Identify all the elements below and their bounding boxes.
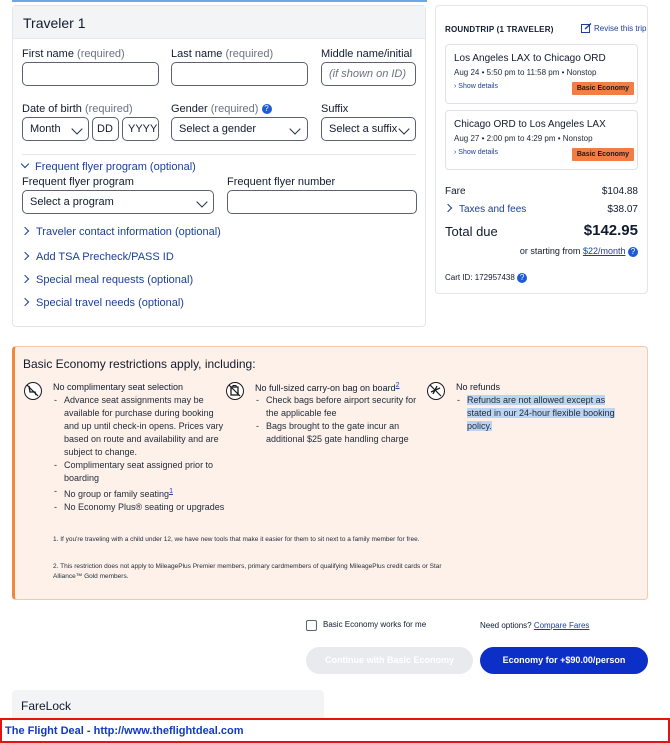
- suffix-value: Select a suffix: [329, 123, 398, 135]
- restrictions-title: Basic Economy restrictions apply, including:: [23, 357, 256, 371]
- first-name-input[interactable]: [22, 62, 159, 86]
- compare-fares-link[interactable]: Compare Fares: [533, 621, 590, 630]
- basic-economy-badge: Basic Economy: [572, 148, 634, 161]
- monthly-help-icon[interactable]: ?: [628, 247, 638, 257]
- trip-summary-card: [435, 5, 648, 294]
- gender-select[interactable]: [171, 117, 308, 141]
- no-seat-heading: No complimentary seat selection: [53, 382, 184, 392]
- list-item: - Advance seat assignments may be available for purchase during booking and up until check-in opens. Prices vary based on route and availability and are subject to change.: [53, 394, 228, 459]
- chevron-right-icon: [21, 298, 29, 306]
- cart-help-icon[interactable]: ?: [517, 273, 527, 283]
- flight-outbound: [445, 44, 638, 104]
- ffp-number-label: Frequent flyer number: [227, 176, 336, 188]
- ffp-number-input[interactable]: [227, 190, 417, 214]
- chevron-down-icon: [71, 123, 82, 134]
- footnote-ref-2[interactable]: 2: [395, 382, 400, 389]
- no-refund-icon: [427, 382, 445, 400]
- list-item: - Bags brought to the gate incur an additional $25 gate handling charge: [255, 420, 420, 446]
- last-name-input[interactable]: [171, 62, 308, 86]
- no-refund-heading: No refunds: [456, 382, 501, 392]
- list-item: - No Economy Plus® seating or upgrades: [53, 501, 228, 514]
- chevron-down-icon: [398, 123, 409, 134]
- first-name-label: First name (required): [22, 48, 125, 60]
- suffix-select[interactable]: [321, 117, 416, 141]
- chevron-right-icon: [21, 252, 29, 260]
- traveler-header: [13, 6, 425, 39]
- dob-month-select[interactable]: [22, 117, 89, 141]
- flight-return: [445, 110, 638, 170]
- ffp-program-select[interactable]: [22, 190, 214, 214]
- summary-title: ROUNDTRIP (1 TRAVELER): [445, 25, 554, 34]
- link-contact-info[interactable]: Traveler contact information (optional): [22, 226, 221, 238]
- traveler-card: [12, 5, 426, 327]
- chevron-down-icon: [289, 123, 300, 134]
- gender-help-icon[interactable]: ?: [262, 104, 272, 114]
- no-bag-heading: No full-sized carry-on bag on board$^2$: [255, 382, 400, 393]
- fare-label: Fare: [445, 186, 466, 197]
- ffp-program-value: Select a program: [30, 196, 114, 208]
- continue-basic-button[interactable]: Continue with Basic Economy: [306, 647, 473, 674]
- suffix-label: Suffix: [321, 103, 349, 115]
- no-bag-icon: [226, 382, 244, 400]
- gender-label: Gender (required) ?: [171, 103, 272, 115]
- chevron-right-icon: [21, 275, 29, 283]
- checkbox-label: Basic Economy works for me: [323, 620, 427, 629]
- gender-value: Select a gender: [179, 123, 257, 135]
- dob-day-input[interactable]: [92, 117, 119, 141]
- chevron-down-icon: [196, 196, 207, 207]
- section-divider: [22, 154, 416, 155]
- middle-name-placeholder: (if shown on ID): [329, 68, 407, 80]
- last-name-label: Last name (required): [171, 48, 274, 60]
- taxes-toggle[interactable]: Taxes and fees: [445, 204, 526, 215]
- total-value: $142.95: [583, 222, 638, 239]
- ffp-toggle[interactable]: Frequent flyer program (optional): [22, 161, 196, 173]
- taxes-value: $38.07: [607, 204, 638, 215]
- farelock-title: FareLock: [21, 699, 72, 713]
- revise-trip-link[interactable]: Revise this trip: [581, 23, 646, 33]
- ffp-program-label: Frequent flyer program: [22, 176, 134, 188]
- refund-policy-text: Refunds are not allowed except as stated in our 24-hour flexible booking policy.: [467, 395, 615, 431]
- middle-name-label: Middle name/initial: [321, 48, 413, 60]
- link-tsa-precheck[interactable]: Add TSA Precheck/PASS ID: [22, 251, 174, 263]
- edit-icon: [581, 23, 592, 33]
- list-item: - No group or family seating$^1$: [53, 485, 228, 501]
- list-item: - Check bags before airport security for the applicable fee: [255, 394, 420, 420]
- chevron-right-icon: [21, 227, 29, 235]
- dob-day-placeholder: DD: [97, 123, 113, 135]
- link-travel-needs[interactable]: Special travel needs (optional): [22, 297, 184, 309]
- dob-year-placeholder: YYYY: [128, 123, 158, 135]
- flight-route: Los Angeles LAX to Chicago ORD: [454, 53, 606, 64]
- fare-value: $104.88: [601, 186, 638, 197]
- monthly-link[interactable]: $22/month: [582, 246, 626, 256]
- restrictions-panel: [12, 346, 648, 600]
- banner-text[interactable]: The Flight Deal - http://www.theflightdeal.com: [5, 725, 244, 737]
- flight-deal-banner: [0, 718, 670, 743]
- dob-month-value: Month: [30, 123, 61, 135]
- list-item: - Complimentary seat assigned prior to boarding: [53, 459, 228, 485]
- economy-upgrade-button[interactable]: Economy for +$90.00/person: [480, 647, 648, 674]
- no-refund-list: [456, 394, 621, 433]
- dob-label: Date of birth (required): [22, 103, 133, 115]
- cart-id: Cart ID: 172957438 ?: [445, 273, 527, 283]
- traveler-title: Traveler 1: [23, 15, 86, 31]
- footnote-ref-1[interactable]: 1: [169, 488, 173, 495]
- total-label: Total due: [445, 224, 498, 239]
- chevron-right-icon: [444, 204, 452, 212]
- no-seat-list: [53, 394, 228, 514]
- chevron-down-icon: [21, 160, 29, 168]
- farelock-header: [12, 690, 324, 718]
- middle-name-input[interactable]: [321, 62, 416, 86]
- link-meal-requests[interactable]: Special meal requests (optional): [22, 274, 193, 286]
- flight-route: Chicago ORD to Los Angeles LAX: [454, 119, 606, 130]
- show-details-link[interactable]: › Show details: [454, 149, 498, 156]
- footnote-2: 2. This restriction does not apply to MileagePlus Premier members, primary cardmembers of qualifying MileagePlus credit cards or Star Alliance™ Gold members.: [53, 563, 442, 580]
- basic-economy-badge: Basic Economy: [572, 82, 634, 95]
- list-item: [456, 394, 621, 433]
- flight-time: Aug 27 • 2:00 pm to 4:29 pm • Nonstop: [454, 134, 593, 143]
- no-bag-list: [255, 394, 420, 446]
- no-seat-icon: [24, 382, 42, 400]
- monthly-option: or starting from $22/month ?: [520, 246, 638, 257]
- dob-year-input[interactable]: [122, 117, 159, 141]
- flight-time: Aug 24 • 5:50 pm to 11:58 pm • Nonstop: [454, 68, 597, 77]
- need-options: Need options? Compare Fares: [480, 621, 590, 630]
- footnote-1: 1. If you're traveling with a child under 12, we have new tools that make it easier for them to sit next to a family member for free.: [53, 536, 420, 543]
- show-details-link[interactable]: › Show details: [454, 83, 498, 90]
- top-accent-bar: [12, 0, 427, 2]
- basic-economy-checkbox[interactable]: [306, 620, 317, 631]
